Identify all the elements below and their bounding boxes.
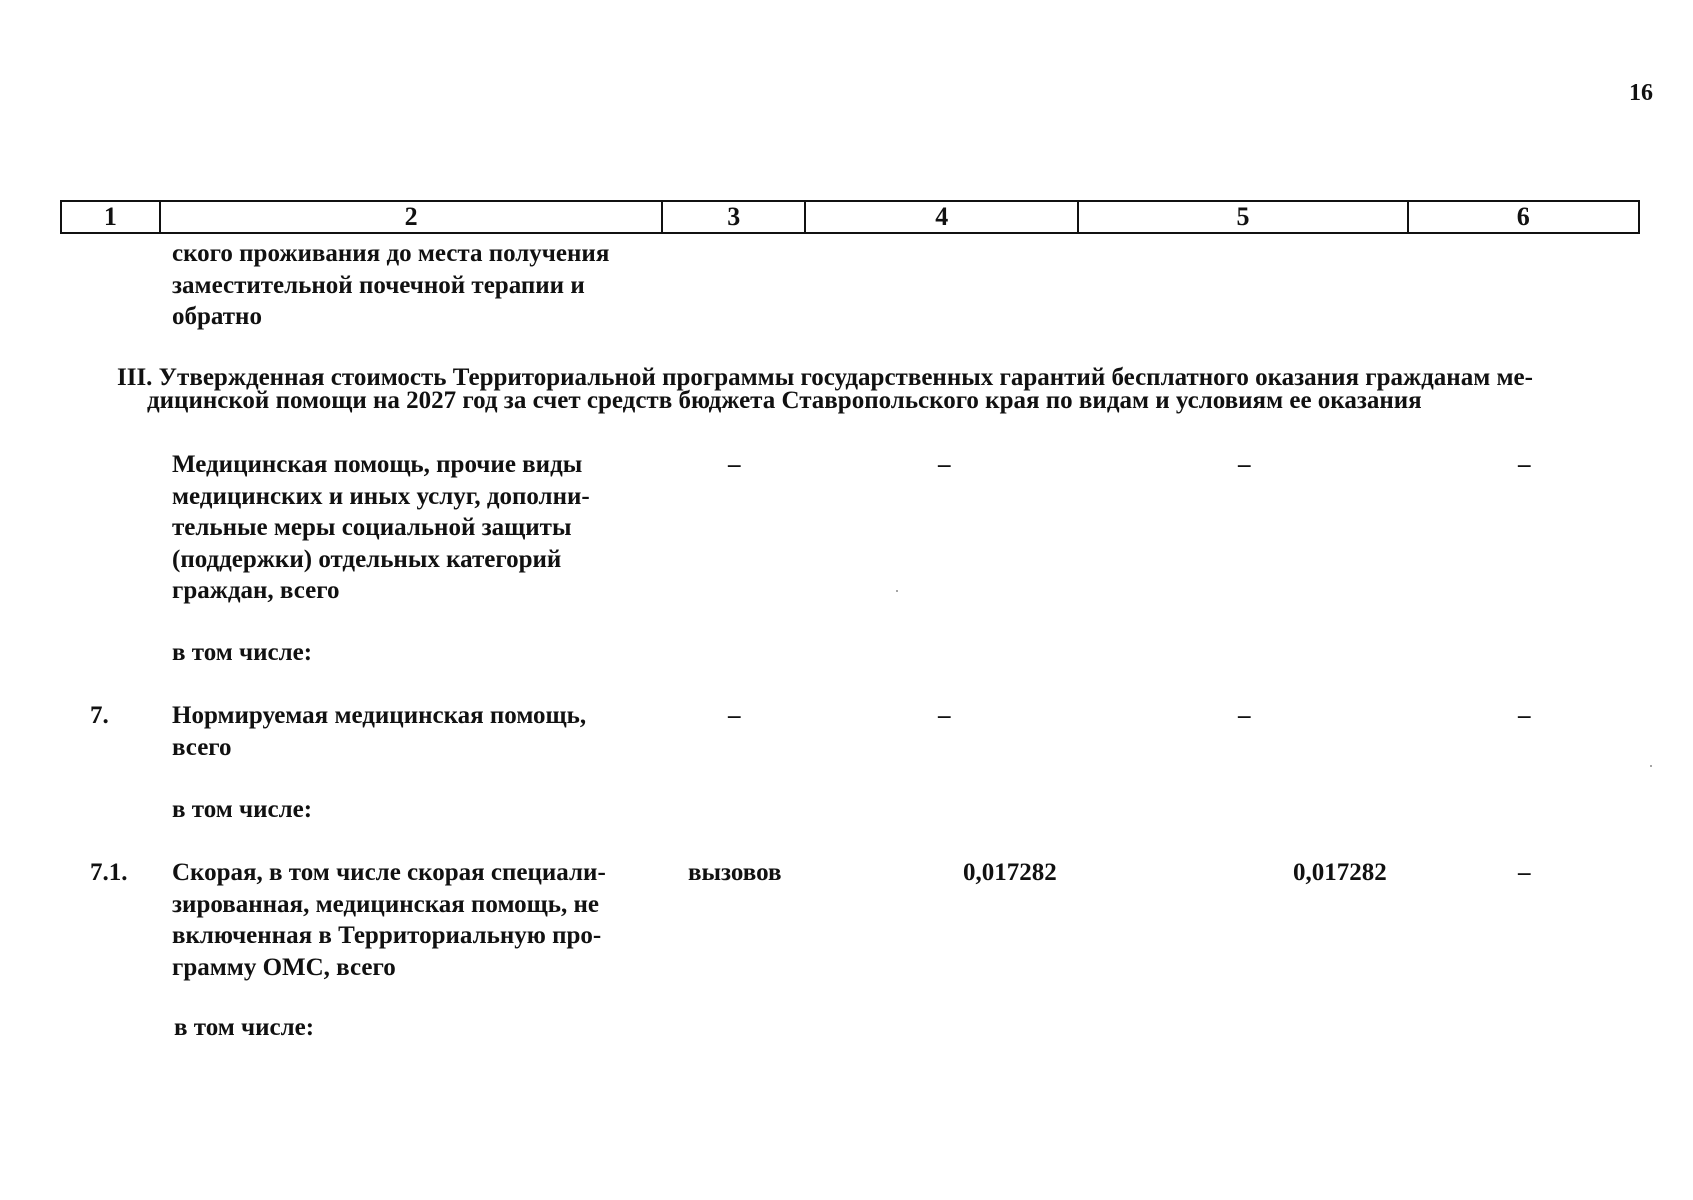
row-desc-line: включенная в Территориальную про-	[172, 922, 602, 949]
header-col-3: 3	[663, 202, 806, 232]
header-col-4: 4	[806, 202, 1079, 232]
row-desc-line: тельные меры социальной защиты	[172, 514, 572, 541]
continuation-line: обратно	[172, 303, 262, 330]
scan-speck	[1650, 765, 1652, 767]
row-col5: 0,017282	[1293, 859, 1387, 886]
header-col-6: 6	[1516, 202, 1530, 231]
section-title	[117, 366, 1637, 412]
row-desc-line: граждан, всего	[172, 577, 340, 604]
row-col5: –	[1238, 451, 1251, 478]
row-col3: –	[728, 702, 741, 729]
row-desc-line: Нормируемая медицинская помощь,	[172, 702, 587, 729]
row-col5: –	[1238, 702, 1251, 729]
sub-heading: в том числе:	[172, 639, 313, 666]
row-desc-line: всего	[172, 733, 232, 761]
row-col4: –	[938, 451, 951, 478]
sub-heading: в том числе:	[174, 1014, 315, 1041]
continuation-text	[172, 238, 656, 333]
scan-speck	[896, 590, 898, 592]
row-desc-line: (поддержки) отдельных категорий	[172, 545, 562, 573]
continuation-line: заместительной почечной терапии и	[172, 271, 585, 299]
row-col6: –	[1518, 451, 1531, 478]
row-desc-line: Скорая, в том числе скорая специали-	[172, 859, 606, 886]
section-title-line1: III. Утвержденная стоимость Территориальной программы государственных гарантий бесплатного оказания гражданам ме-	[117, 364, 1533, 391]
continuation-line: ского проживания до места получения	[172, 240, 610, 267]
row-desc-line: медицинских и иных услуг, дополни-	[172, 482, 590, 510]
table-header-row	[60, 200, 1640, 234]
section-title-line2: дицинской помощи на 2027 год за счет средств бюджета Ставропольского края по видам и условиям ее оказания	[147, 387, 1422, 414]
page-number: 16	[1629, 80, 1653, 106]
row-col6: –	[1518, 702, 1531, 729]
row-desc-line: грамму ОМС, всего	[172, 953, 396, 981]
row-description	[172, 857, 652, 983]
sub-heading: в том числе:	[172, 796, 313, 823]
row-number: 7.	[90, 702, 109, 729]
header-col-1: 1	[62, 202, 161, 232]
row-number: 7.1.	[90, 859, 128, 886]
row-col6: –	[1518, 859, 1531, 886]
row-desc-line: зированная, медицинская помощь, не	[172, 890, 599, 918]
row-col3: –	[728, 451, 741, 478]
row-col4: 0,017282	[963, 859, 1057, 886]
header-col-2: 2	[161, 202, 664, 232]
header-col-5: 5	[1079, 202, 1408, 232]
row-desc-line: Медицинская помощь, прочие виды	[172, 451, 583, 478]
row-description	[172, 700, 662, 763]
row-col3: вызовов	[688, 859, 782, 886]
row-description	[172, 449, 656, 607]
row-col4: –	[938, 702, 951, 729]
